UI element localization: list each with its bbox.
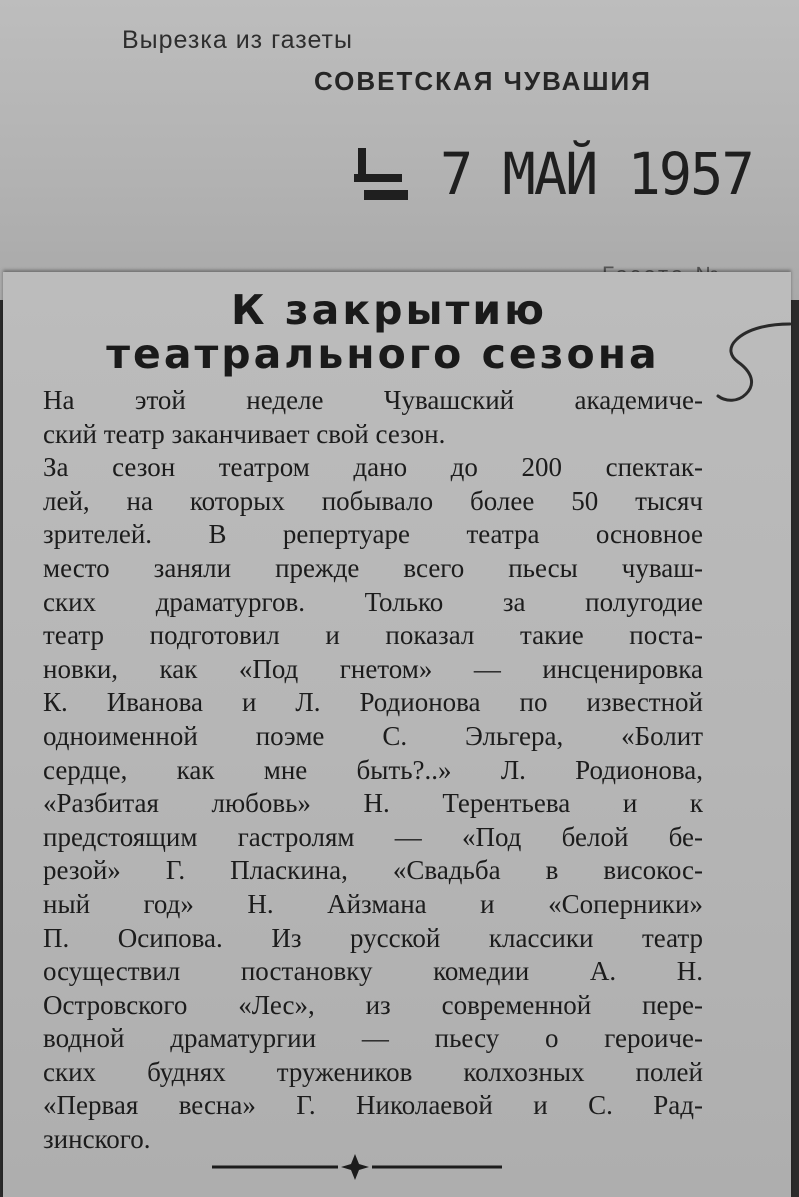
form-label: Вырезка из газеты bbox=[122, 26, 353, 54]
headline-line: К закрытию bbox=[231, 286, 547, 334]
body-line: лей, на которых побывало более 50 тысяч bbox=[43, 485, 703, 516]
stamp-mark-icon bbox=[350, 148, 410, 206]
stamp-date: 7 МАЙ 1957 bbox=[440, 140, 753, 208]
body-line: одноименной поэме С. Эльгера, «Болит bbox=[43, 720, 703, 751]
body-line: К. Иванова и Л. Родионова по известной bbox=[43, 687, 703, 718]
body-line: ский театр заканчивает свой сезон. bbox=[43, 418, 446, 449]
body-line: ских буднях тружеников колхозных полей bbox=[43, 1056, 703, 1087]
body-line: ских драматургов. Только за полугодие bbox=[43, 586, 703, 617]
headline-line: театрального сезона bbox=[106, 330, 660, 378]
body-line: Островского «Лес», из современной пере- bbox=[43, 989, 703, 1020]
article-headline bbox=[3, 288, 763, 376]
body-line: предстоящим гастролям — «Под белой бе- bbox=[43, 821, 703, 852]
body-line: За сезон театром дано до 200 спектак- bbox=[43, 452, 703, 483]
body-line: «Разбитая любовь» Н. Терентьева и к bbox=[43, 788, 703, 819]
body-line: сердце, как мне быть?..» Л. Родионова, bbox=[43, 754, 703, 785]
body-line: На этой неделе Чувашский академиче- bbox=[43, 385, 703, 415]
newspaper-name: СОВЕТСКАЯ ЧУВАШИЯ bbox=[314, 66, 652, 96]
body-line: осуществил постановку комедии А. Н. bbox=[43, 956, 703, 987]
newspaper-clipping bbox=[3, 272, 791, 1197]
body-line: театр подготовил и показал такие поста- bbox=[43, 620, 703, 651]
body-line: П. Осипова. Из русской классики театр bbox=[43, 922, 703, 953]
body-line: ный год» Н. Айзмана и «Соперники» bbox=[43, 888, 703, 919]
body-line: зрителей. В репертуаре театра основное bbox=[43, 519, 703, 550]
body-line: новки, как «Под гнетом» — инсценировка bbox=[43, 653, 703, 684]
article-body bbox=[43, 384, 703, 1157]
ornamental-divider-icon bbox=[212, 1152, 502, 1182]
handwritten-mark-icon bbox=[712, 318, 792, 408]
body-line: место заняли прежде всего пьесы чуваш- bbox=[43, 552, 703, 583]
body-line: зинского. bbox=[43, 1124, 151, 1155]
body-line: резой» Г. Пласкина, «Свадьба в високос- bbox=[43, 855, 703, 886]
clipping-form bbox=[0, 0, 799, 300]
body-line: водной драматургии — пьесу о героиче- bbox=[43, 1023, 703, 1054]
body-line: «Первая весна» Г. Николаевой и С. Рад- bbox=[43, 1090, 703, 1121]
